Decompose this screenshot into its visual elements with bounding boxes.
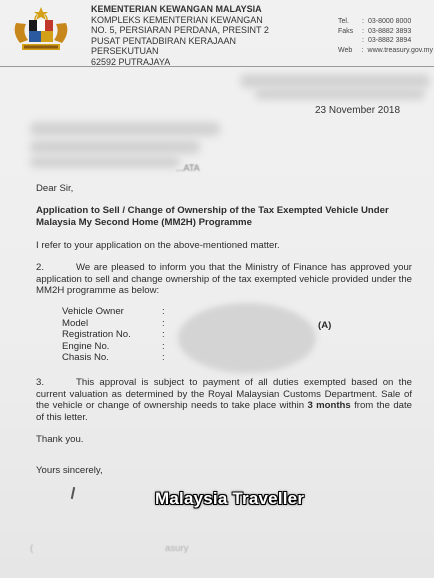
contact-value: 03-8000 8000 — [368, 18, 412, 25]
detail-colon: : — [162, 340, 165, 352]
contact-label: Web — [338, 46, 353, 54]
conditions-paragraph — [36, 377, 412, 423]
address-line: PUSAT PENTADBIRAN KERAJAAN PERSEKUTUAN — [91, 35, 237, 56]
contact-value: 03-8882 3893 — [368, 27, 412, 35]
detail-colon: : — [162, 317, 165, 329]
paragraph-number: 2. — [36, 262, 45, 273]
detail-row — [62, 352, 172, 364]
detail-row — [62, 329, 172, 341]
approval-paragraph: We are pleased to inform you that the Ministry of Finance has approved your application to sell and change ownership of the tax exempted vehicle provided under the MM2H programme as below: — [36, 262, 412, 296]
contact-colon: : — [362, 27, 364, 35]
validity-period: 3 months — [307, 400, 351, 411]
ministry-name: KEMENTERIAN KEWANGAN MALAYSIA — [91, 4, 262, 14]
detail-label: Vehicle Owner — [62, 306, 124, 317]
closing-line: Yours sincerely, — [36, 465, 103, 476]
intro-paragraph: I refer to your application on the above-mentioned matter. — [36, 240, 280, 251]
model-variant: (A) — [318, 320, 332, 331]
contact-value: www.treasury.gov.my — [367, 46, 433, 54]
faint-signatory-text: ( — [30, 543, 34, 554]
conditions-text: This approval is subject to payment of all duties exempted based on the current valuation as determined by the Royal Malaysian Customs Department. Sale of the vehicle or change of ownership needs to take place within — [36, 377, 412, 411]
vehicle-details-list — [62, 306, 172, 364]
redacted-vehicle-details — [178, 303, 316, 373]
contact-label: Faks — [338, 27, 354, 35]
contact-colon: : — [361, 46, 364, 54]
letter-date: 23 November 2018 — [315, 105, 401, 116]
redacted-reference — [255, 88, 425, 100]
signature-mark — [71, 487, 75, 499]
detail-row — [62, 341, 172, 353]
detail-row — [62, 318, 172, 330]
detail-label: Registration No. — [62, 329, 131, 341]
coat-of-arms-logo — [10, 5, 72, 55]
letterhead-address-block — [91, 4, 301, 67]
thanks-line: Thank you. — [36, 434, 84, 445]
contact-colon: : — [362, 18, 364, 25]
contact-row-fax-2 — [338, 36, 433, 46]
address-line: 62592 PUTRAJAYA — [91, 56, 171, 67]
detail-label: Chasis No. — [62, 352, 109, 364]
detail-colon: : — [162, 306, 165, 317]
contact-row-tel — [338, 17, 433, 27]
contact-value: 03-8882 3894 — [368, 37, 412, 44]
salutation: Dear Sir, — [36, 183, 74, 194]
address-line: NO. 5, PERSIARAN PERDANA, PRESINT 2 — [91, 25, 269, 35]
letterhead-contact-block — [338, 17, 433, 55]
detail-row — [62, 306, 172, 318]
detail-colon: : — [162, 352, 165, 364]
watermark-text: Malaysia Traveller — [155, 489, 305, 508]
redacted-addressee — [30, 122, 220, 136]
address-line: KOMPLEKS KEMENTERIAN KEWANGAN — [91, 14, 263, 25]
contact-colon: : — [362, 37, 364, 44]
redacted-reference — [240, 74, 430, 88]
detail-label: Model — [62, 317, 89, 329]
partial-addressee-text: ...ATA — [176, 163, 200, 173]
redacted-addressee — [30, 140, 200, 154]
faint-signatory-text: asury — [165, 543, 189, 554]
letter-subject: Application to Sell / Change of Ownership of the Tax Exempted Vehicle Under Malaysia My Second Home (MM2H) Programme — [36, 205, 389, 228]
contact-label — [338, 36, 362, 46]
contact-row-fax — [338, 27, 433, 37]
contact-row-web — [338, 46, 433, 56]
paragraph-number: 3. — [36, 377, 45, 388]
detail-label: Engine No. — [62, 340, 110, 352]
redacted-addressee — [30, 156, 180, 168]
detail-colon: : — [162, 329, 165, 341]
conditions-text-end: from the date of this letter. — [36, 400, 412, 423]
letterhead-divider — [0, 66, 434, 67]
contact-label: Tel. — [338, 18, 349, 25]
